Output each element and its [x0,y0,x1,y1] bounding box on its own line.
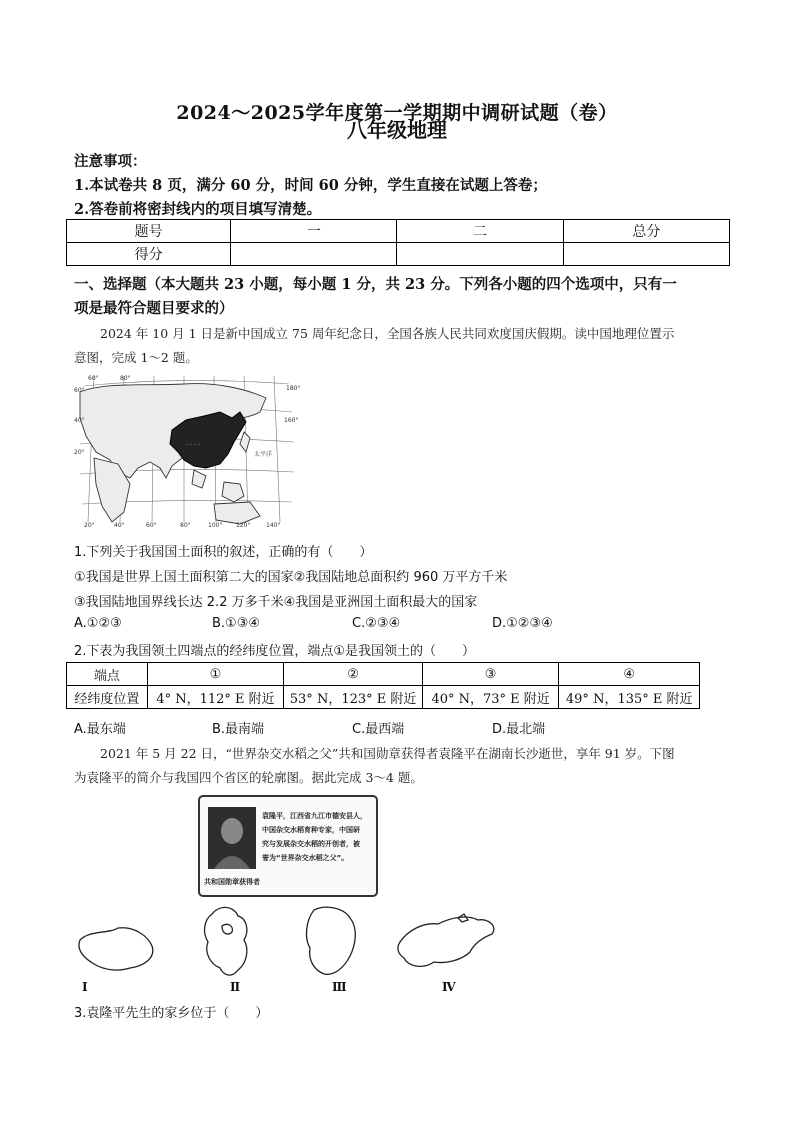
score-table [66,219,730,266]
map-label: 40° [114,522,125,528]
table-cell: ③ [422,663,559,686]
portrait-photo [208,807,256,869]
province-outline-2 [205,907,247,975]
table-row [67,686,700,709]
svg-text:· · · · · ·: · · · · · · [186,442,200,447]
question-1-option-d[interactable]: D.①②③④ [492,616,553,631]
card-line: 誉为“世界杂交水稻之父”。 [262,854,349,862]
question-2-option-c[interactable]: C.最西端 [352,722,405,737]
section-1-line-1: 一、选择题（本大题共 23 小题，每小题 1 分，共 23 分。下列各小题的四个选项中，只有一 [74,276,677,293]
score-cell: 二 [397,220,563,243]
table-cell: 49° N，135° E 附近 [559,686,700,709]
question-2-option-a[interactable]: A.最东端 [74,722,126,737]
score-table-header-row [67,220,730,243]
map-label: 80° [180,522,191,528]
province-outline-4 [398,917,494,966]
province-label-3: Ⅲ [332,980,347,994]
score-cell: 得分 [67,243,231,266]
table-cell: 40° N，73° E 附近 [422,686,559,709]
question-1-option-a[interactable]: A.①②③ [74,616,122,631]
map-label: 60° [74,387,85,394]
notes-heading: 注意事项： [74,153,147,170]
map-label: 100° [208,522,223,528]
question-1-option-b[interactable]: B.①③④ [212,616,261,631]
map-label: 60° [146,522,157,528]
table-cell: ④ [559,663,700,686]
intro-1-line-2: 意图，完成 1～2 题。 [74,350,198,365]
score-entry-cell[interactable] [563,243,729,266]
score-table-score-row [67,243,730,266]
province-label-2: Ⅱ [230,980,241,994]
question-1-statement-1: ①我国是世界上国土面积第二大的国家②我国陆地总面积约 960 万平方千米 [74,570,508,585]
card-line: 中国杂交水稻育种专家，中国研 [262,826,360,834]
section-1-line-2: 项是最符合题目要求的） [74,300,234,317]
province-outline-1 [79,928,153,970]
card-caption: 共和国勋章获得者 [204,878,260,886]
table-row [67,663,700,686]
table-cell: ② [284,663,423,686]
score-entry-cell[interactable] [231,243,397,266]
card-line: 究与发展杂交水稻的开创者，被 [262,840,360,848]
notes-item-2: 2.答卷前将密封线内的项目填写清楚。 [74,201,322,218]
exam-subtitle: 八年级地理 [347,118,447,142]
intro-2-line-1: 2021 年 5 月 22 日，“世界杂交水稻之父”共和国勋章获得者袁隆平在湖南长沙逝世，享年 91 岁。下图 [100,746,675,761]
score-cell: 一 [231,220,397,243]
province-outline-3 [307,907,356,974]
question-1-statement-2: ③我国陆地国界线长达 2.2 万多千米④我国是亚洲国土面积最大的国家 [74,595,478,610]
question-1-option-c[interactable]: C.②③④ [352,616,401,631]
map-label: 20° [74,449,85,456]
map-label: 120° [236,522,251,528]
intro-2-line-2: 为袁隆平的简介与我国四个省区的轮廓图。据此完成 3～4 题。 [74,770,423,785]
yuan-longping-card [198,795,378,897]
sea-label: 太平洋 [254,451,273,458]
card-line: 袁隆平，江西省九江市德安县人， [262,812,367,820]
question-2-option-b[interactable]: B.最南端 [212,722,265,737]
extreme-points-table [66,662,700,709]
score-entry-cell[interactable] [397,243,563,266]
map-graphic [74,372,300,528]
table-cell: 4° N，112° E 附近 [147,686,284,709]
province-label-1: Ⅰ [82,980,88,994]
question-1-stem: 1.下列关于我国国土面积的叙述，正确的有（ ） [74,545,373,560]
map-label: 60° [88,375,99,382]
province-label-4: Ⅳ [442,980,456,994]
exam-title: 2024～2025学年度第一学期期中调研试题（卷） [176,102,618,124]
china-location-map [74,372,300,528]
score-cell: 总分 [563,220,729,243]
question-3-stem: 3.袁隆平先生的家乡位于（ ） [74,1006,269,1021]
question-2-option-d[interactable]: D.最北端 [492,722,546,737]
table-cell: ① [147,663,284,686]
map-label: 160° [284,417,299,424]
intro-1-line-1: 2024 年 10 月 1 日是新中国成立 75 周年纪念日，全国各族人民共同欢度国庆假期。读中国地理位置示 [100,326,675,341]
question-2-stem: 2.下表为我国领土四端点的经纬度位置，端点①是我国领土的（ ） [74,644,476,659]
table-cell: 53° N，123° E 附近 [284,686,423,709]
table-cell: 经纬度位置 [67,686,148,709]
map-label: 40° [74,417,85,424]
map-label: 80° [120,375,131,382]
notes-item-1: 1.本试卷共 8 页，满分 60 分，时间 60 分钟，学生直接在试题上答卷； [74,177,547,194]
score-cell: 题号 [67,220,231,243]
map-label: 180° [286,385,300,392]
province-outlines [74,900,504,1000]
map-label: 20° [84,522,95,528]
table-cell: 端点 [67,663,148,686]
map-label: 140° [266,522,281,528]
